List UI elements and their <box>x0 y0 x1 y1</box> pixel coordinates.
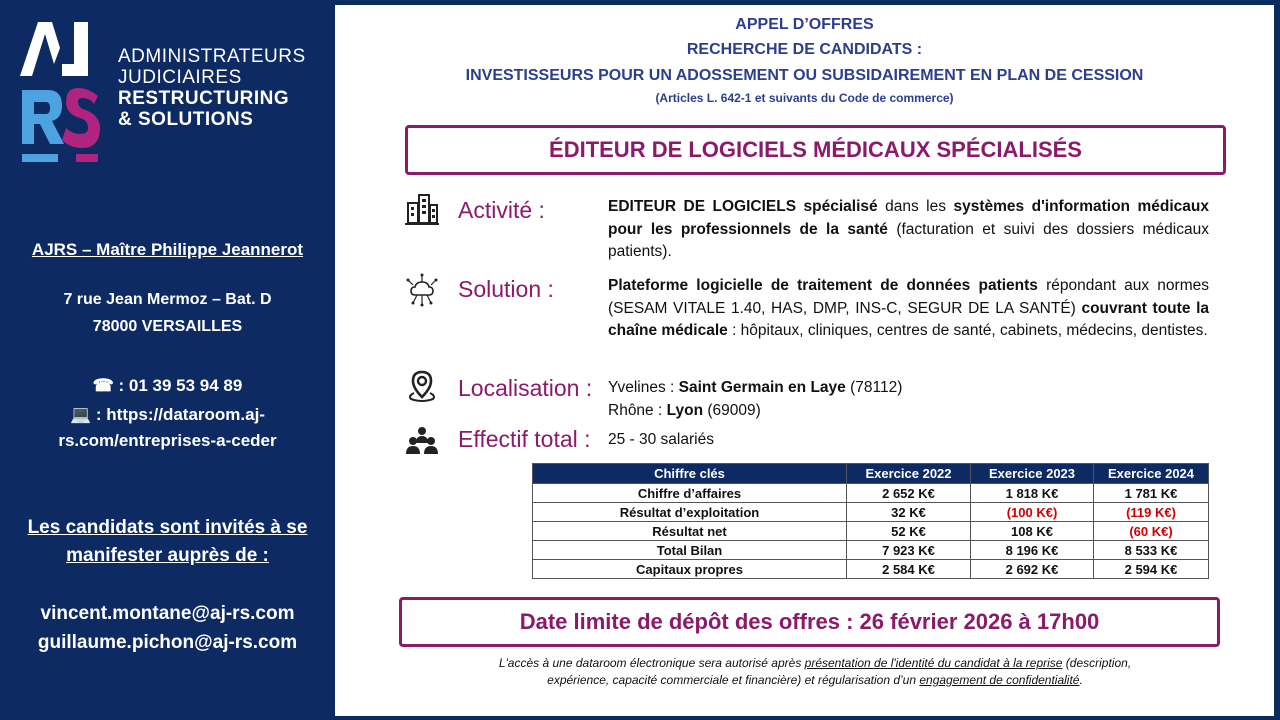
table-cell: (119 K€) <box>1094 503 1209 522</box>
table-header: Exercice 2023 <box>971 464 1094 484</box>
table-header: Chiffre clés <box>533 464 847 484</box>
loc2-city: Lyon <box>666 401 704 419</box>
table-header: Exercice 2024 <box>1094 464 1209 484</box>
table-cell: Résultat d’exploitation <box>533 503 847 522</box>
contact-name: AJRS – Maître Philippe Jeannerot <box>31 240 304 259</box>
address-line1: 7 rue Jean Mermoz – Bat. D <box>63 291 272 308</box>
solution-t1: Plateforme logicielle de traitement de données patients <box>608 277 1038 294</box>
table-cell: 1 818 K€ <box>971 484 1094 503</box>
buildings-icon <box>405 191 439 225</box>
logo-line4: & SOLUTIONS <box>118 109 254 130</box>
address-line2: 78000 VERSAILLES <box>92 318 243 335</box>
table-row <box>533 484 1209 503</box>
deadline-banner: Date limite de dépôt des offres : 26 février 2026 à 17h00 <box>399 597 1220 647</box>
main-panel <box>335 5 1274 716</box>
ajrs-logo <box>0 0 335 165</box>
localisation-text <box>608 377 1209 422</box>
ajrs-logo-text <box>118 46 306 130</box>
dataroom-link[interactable]: 💻 : https://dataroom.aj-rs.com/entreprises-a-ceder <box>58 405 277 450</box>
table-cell: 2 594 K€ <box>1094 560 1209 579</box>
table-cell: 2 692 K€ <box>971 560 1094 579</box>
table-cell: 32 K€ <box>847 503 971 522</box>
table-row <box>533 541 1209 560</box>
table-row <box>533 560 1209 579</box>
solution-t3: couvrant toute la chaîne médicale <box>608 299 1209 339</box>
footnote-p4: engagement de confidentialité <box>919 673 1080 687</box>
email-link-1[interactable]: vincent.montane@aj-rs.com <box>40 603 295 624</box>
table-cell: Capitaux propres <box>533 560 847 579</box>
table-cell: (60 K€) <box>1094 522 1209 541</box>
activite-label: Activité : <box>458 197 545 223</box>
loc2-code: (69009) <box>703 401 761 419</box>
email-link-2[interactable]: guillaume.pichon@aj-rs.com <box>37 632 298 653</box>
table-cell: 52 K€ <box>847 522 971 541</box>
location-pin-icon <box>405 369 439 403</box>
localisation-line2 <box>608 400 1209 423</box>
loc1-code: (78112) <box>845 379 903 396</box>
loc2-region: Rhône : <box>608 401 667 419</box>
logo-line3: RESTRUCTURING <box>118 88 290 109</box>
cloud-network-icon <box>405 273 439 307</box>
localisation-line1 <box>608 377 1209 400</box>
table-row <box>533 503 1209 522</box>
table-cell: 2 652 K€ <box>847 484 971 503</box>
effectif-label: Effectif total : <box>458 426 591 452</box>
activite-text <box>608 196 1209 264</box>
table-cell: 108 K€ <box>971 522 1094 541</box>
table-cell: (100 K€) <box>971 503 1094 522</box>
team-icon <box>405 423 439 457</box>
table-cell: 7 923 K€ <box>847 541 971 560</box>
table-cell: Total Bilan <box>533 541 847 560</box>
table-header-row <box>533 464 1209 484</box>
logo-line2: JUDICIAIRES <box>118 67 242 88</box>
activite-t1: EDITEUR DE LOGICIELS spécialisé <box>608 198 878 215</box>
footnote-p1: L'accès à une dataroom électronique sera autorisé après <box>498 656 805 670</box>
loc1-region: Yvelines : <box>608 379 679 396</box>
header-line2: RECHERCHE DE CANDIDATS : <box>686 41 923 58</box>
footnote-p2: présentation de l'identité du candidat à la reprise <box>804 656 1063 670</box>
logo-line1: ADMINISTRATEURS <box>118 46 306 67</box>
key-figures-table <box>532 463 1209 579</box>
solution-label: Solution : <box>458 276 554 302</box>
sidebar <box>0 0 335 720</box>
table-cell: 8 533 K€ <box>1094 541 1209 560</box>
effectif-value: 25 - 30 salariés <box>608 431 714 448</box>
table-cell: 1 781 K€ <box>1094 484 1209 503</box>
table-cell: Chiffre d’affaires <box>533 484 847 503</box>
solution-t4: : hôpitaux, cliniques, centres de santé, cabinets, médecins, dentistes. <box>727 322 1208 339</box>
activite-t3: systèmes d'information médicaux pour les professionnels de la santé <box>608 198 1209 238</box>
table-header: Exercice 2022 <box>847 464 971 484</box>
activite-t4: (facturation et suivi des dossiers médicaux patients). <box>608 220 1209 260</box>
header-line1: APPEL D’OFFRES <box>735 16 874 33</box>
localisation-label: Localisation : <box>458 375 593 401</box>
footnote <box>485 655 1145 689</box>
invite-text: Les candidats sont invités à se manifester auprès de : <box>27 517 308 566</box>
page-title: ÉDITEUR DE LOGICIELS MÉDICAUX SPÉCIALISÉS <box>405 125 1226 175</box>
footnote-p3: (description, expérience, capacité commerciale et financière) et régularisation d’un <box>547 656 1132 687</box>
loc1-city: Saint Germain en Laye <box>678 379 846 396</box>
table-cell: 8 196 K€ <box>971 541 1094 560</box>
footnote-p5: . <box>1079 673 1083 687</box>
table-cell: Résultat net <box>533 522 847 541</box>
activite-t2: dans les <box>877 198 954 215</box>
table-row <box>533 522 1209 541</box>
ajrs-logo-mark <box>18 18 100 166</box>
table-cell: 2 584 K€ <box>847 560 971 579</box>
solution-text <box>608 275 1209 343</box>
header-line3: INVESTISSEURS POUR UN ADOSSEMENT OU SUBSIDAIREMENT EN PLAN DE CESSION <box>465 67 1144 84</box>
solution-t2: répondant aux normes (SESAM VITALE 1.40, HAS, DMP, INS-C, SEGUR DE LA SANTÉ) <box>608 277 1209 317</box>
header-line4: (Articles L. 642-1 et suivants du Code de commerce) <box>655 91 954 105</box>
phone-number: ☎ : 01 39 53 94 89 <box>92 376 243 395</box>
